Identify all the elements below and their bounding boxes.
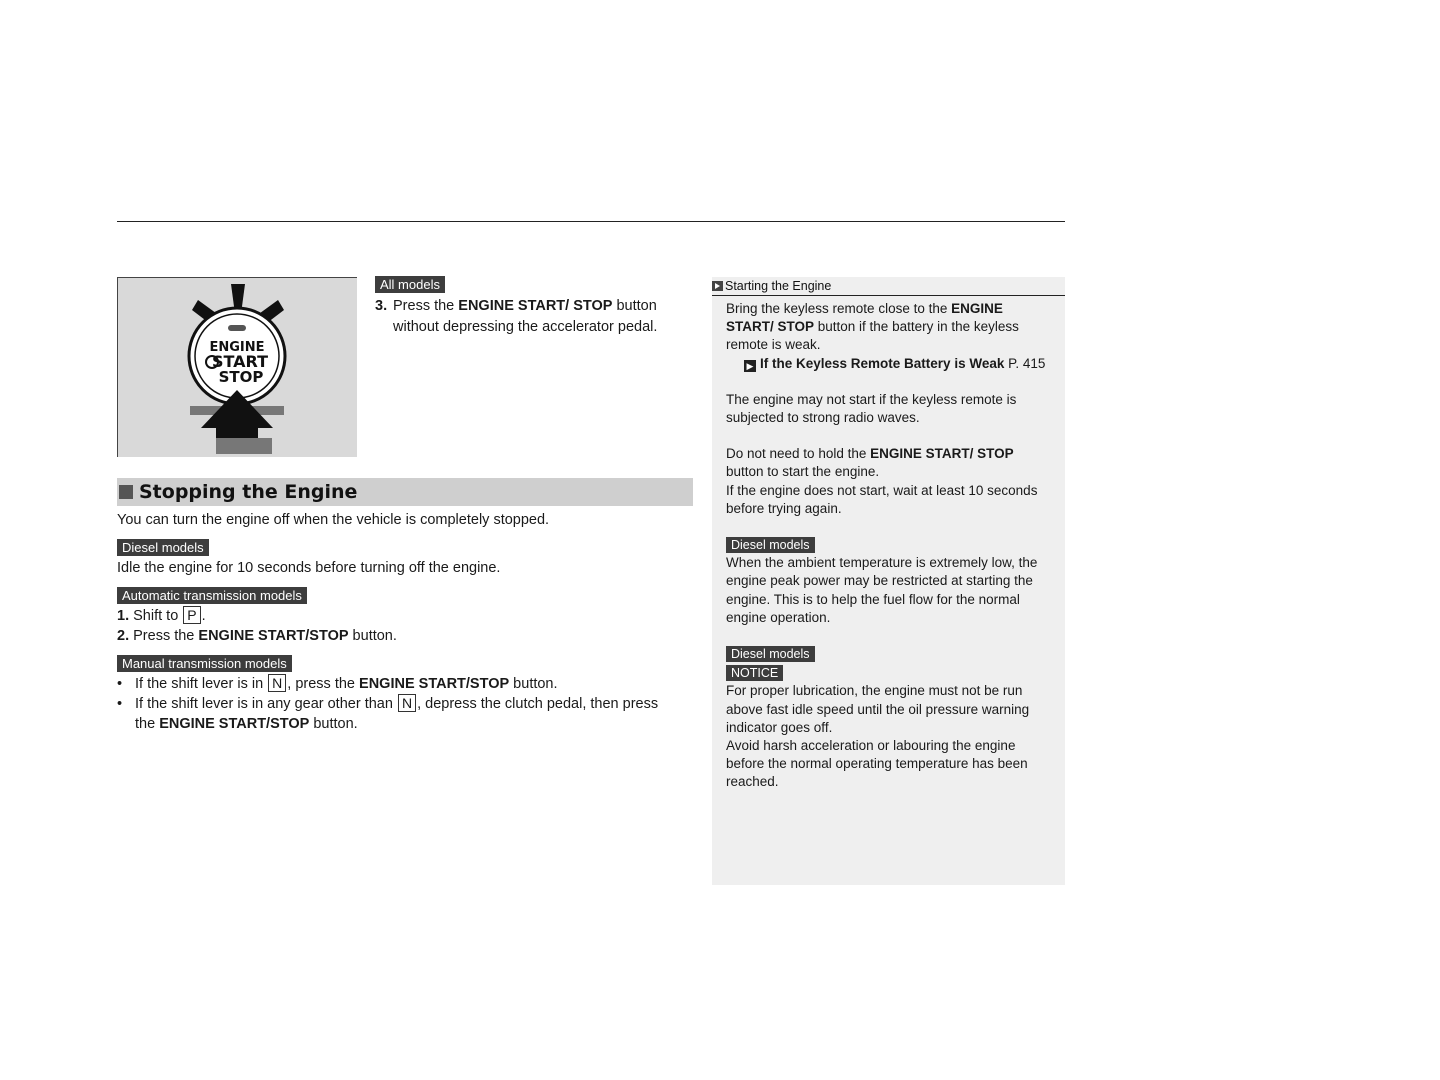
diesel-text: Idle the engine for 10 seconds before turning off the engine. xyxy=(117,560,501,576)
engine-start-stop-illustration xyxy=(117,277,357,457)
sidebar-diesel-tag-1: Diesel models xyxy=(726,537,815,553)
step-3-line2: without depressing the accelerator pedal. xyxy=(393,319,658,335)
sidebar-p4: When the ambient temperature is extremely low, the engine peak power may be restricted at starting the engine. This is to help the fuel flow for the normal engine operation. xyxy=(726,555,1038,625)
manual-transmission-tag: Manual transmission models xyxy=(117,655,292,672)
xref-arrow-icon: ▶ xyxy=(744,360,756,372)
reference-arrow-icon xyxy=(712,281,723,291)
section-header xyxy=(117,478,693,506)
illus-text-start: START xyxy=(211,352,269,371)
sidebar-diesel-tag-2: Diesel models xyxy=(726,646,815,662)
sidebar-p3-line2: If the engine does not start, wait at least 10 seconds before trying again. xyxy=(726,482,1038,516)
illus-text-stop: STOP xyxy=(218,368,264,386)
top-rule xyxy=(117,221,1065,222)
n-key-icon: N xyxy=(268,674,286,692)
section-marker-icon xyxy=(119,485,133,499)
sidebar-notes xyxy=(712,277,1065,885)
sidebar-p3: Do not need to hold the ENGINE START/ STOP button to start the engine. xyxy=(726,446,1014,480)
illus-text-engine: ENGINE xyxy=(209,340,265,355)
section-title: Stopping the Engine xyxy=(139,481,358,503)
step-3-text: Press the ENGINE START/ STOP button xyxy=(393,298,657,314)
sidebar-heading: Starting the Engine xyxy=(712,277,1065,296)
automatic-transmission-tag: Automatic transmission models xyxy=(117,587,307,604)
diesel-models-tag: Diesel models xyxy=(117,539,209,556)
n-key-icon: N xyxy=(398,694,416,712)
auto-step-1: 1. Shift to P . xyxy=(117,607,206,624)
stopping-engine-body xyxy=(117,510,693,734)
all-models-tag: All models xyxy=(375,276,445,293)
step-3-line1 xyxy=(375,296,695,317)
intro-text: You can turn the engine off when the vehicle is completely stopped. xyxy=(117,512,550,528)
p-key-icon: P xyxy=(183,606,200,624)
start-stop-button-icon xyxy=(118,278,358,458)
sidebar-p5: For proper lubrication, the engine must not be run above fast idle speed until the oil pressure warning indicator goes off. xyxy=(726,683,1030,735)
sidebar-p1: Bring the keyless remote close to the ENGINE START/ STOP button if the battery in the keyless remote is weak. xyxy=(726,301,1019,353)
sidebar-p6: Avoid harsh acceleration or labouring the engine before the normal operating temperature has been reached. xyxy=(726,738,1028,790)
sidebar-p2: The engine may not start if the keyless remote is subjected to strong radio waves. xyxy=(726,391,1017,426)
notice-tag: NOTICE xyxy=(726,665,783,681)
manual-bullet-1: • If the shift lever is in N , press the ENGINE START/STOP button. xyxy=(117,675,558,692)
auto-step-2: 2. Press the ENGINE START/STOP button. xyxy=(117,628,397,644)
manual-bullet-2: • If the shift lever is in any gear other than N , depress the clutch pedal, then press the ENGINE START/STOP button. xyxy=(117,695,659,732)
keyless-battery-xref-link[interactable]: ▶ If the Keyless Remote Battery is Weak P. 415 xyxy=(726,355,1051,373)
step-number: 3. xyxy=(375,298,388,314)
step-3-block xyxy=(375,275,695,338)
